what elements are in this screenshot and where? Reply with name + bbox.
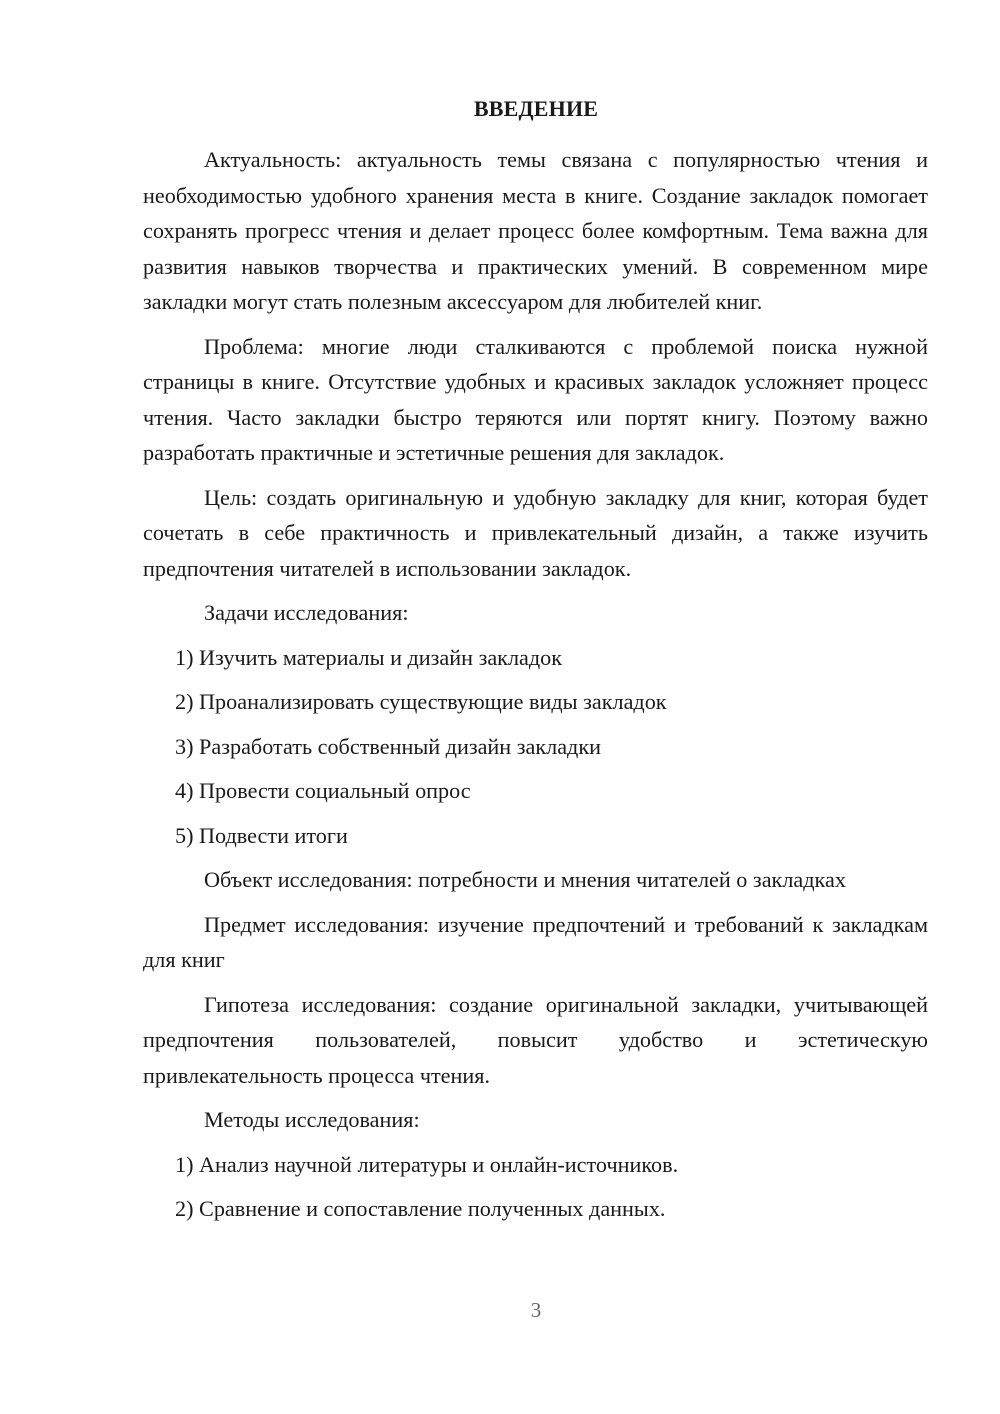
list-item: 4) Провести социальный опрос xyxy=(175,778,471,803)
page-title: ВВЕДЕНИЕ xyxy=(473,96,599,121)
paragraph-problem: Проблема: многие люди сталкиваются с проблемой поиска нужной страницы в книге. Отсутствие удобных и красивых закладок усложняет процесс чтения. Часто закладки быстро теряются или портят книгу. Поэтому важно разработать практичные и эстетичные решения для закладок. xyxy=(143,333,928,465)
list-item: 2) Сравнение и сопоставление полученных данных. xyxy=(175,1196,666,1221)
list-item: 1) Изучить материалы и дизайн закладок xyxy=(175,644,563,670)
list-item: 5) Подвести итоги xyxy=(175,822,348,848)
tasks-list xyxy=(143,640,928,854)
tasks-label: Задачи исследования: xyxy=(204,600,409,625)
page-number: 3 xyxy=(530,1298,542,1322)
list-item: 1) Анализ научной литературы и онлайн-источников. xyxy=(175,1151,679,1177)
methods-label: Методы исследования: xyxy=(204,1107,420,1132)
paragraph-relevance: Актуальность: актуальность темы связана с популярностью чтения и необходимостью удобного хранения места в книге. Создание закладок помогает сохранять прогресс чтения и делает процесс более комфортным. Тема важна для развития навыков творчества и практических умений. В современном мире закладки могут стать полезным аксессуаром для любителей книг. xyxy=(143,147,928,314)
paragraph-subject: Предмет исследования: изучение предпочтений и требований к закладкам для книг xyxy=(143,911,928,972)
document-body xyxy=(143,142,928,1236)
paragraph-hypothesis: Гипотеза исследования: создание оригинальной закладки, учитывающей предпочтения пользователей, повысит удобство и эстетическую привлекательность процесса чтения. xyxy=(143,991,928,1088)
list-item: 2) Проанализировать существующие виды закладок xyxy=(175,689,667,714)
list-item: 3) Разработать собственный дизайн закладки xyxy=(175,733,601,759)
paragraph-object: Объект исследования: потребности и мнения читателей о закладках xyxy=(204,867,846,892)
paragraph-goal: Цель: создать оригинальную и удобную закладку для книг, которая будет сочетать в себе практичность и привлекательный дизайн, а также изучить предпочтения читателей в использовании закладок. xyxy=(143,484,928,581)
methods-list xyxy=(143,1147,928,1227)
